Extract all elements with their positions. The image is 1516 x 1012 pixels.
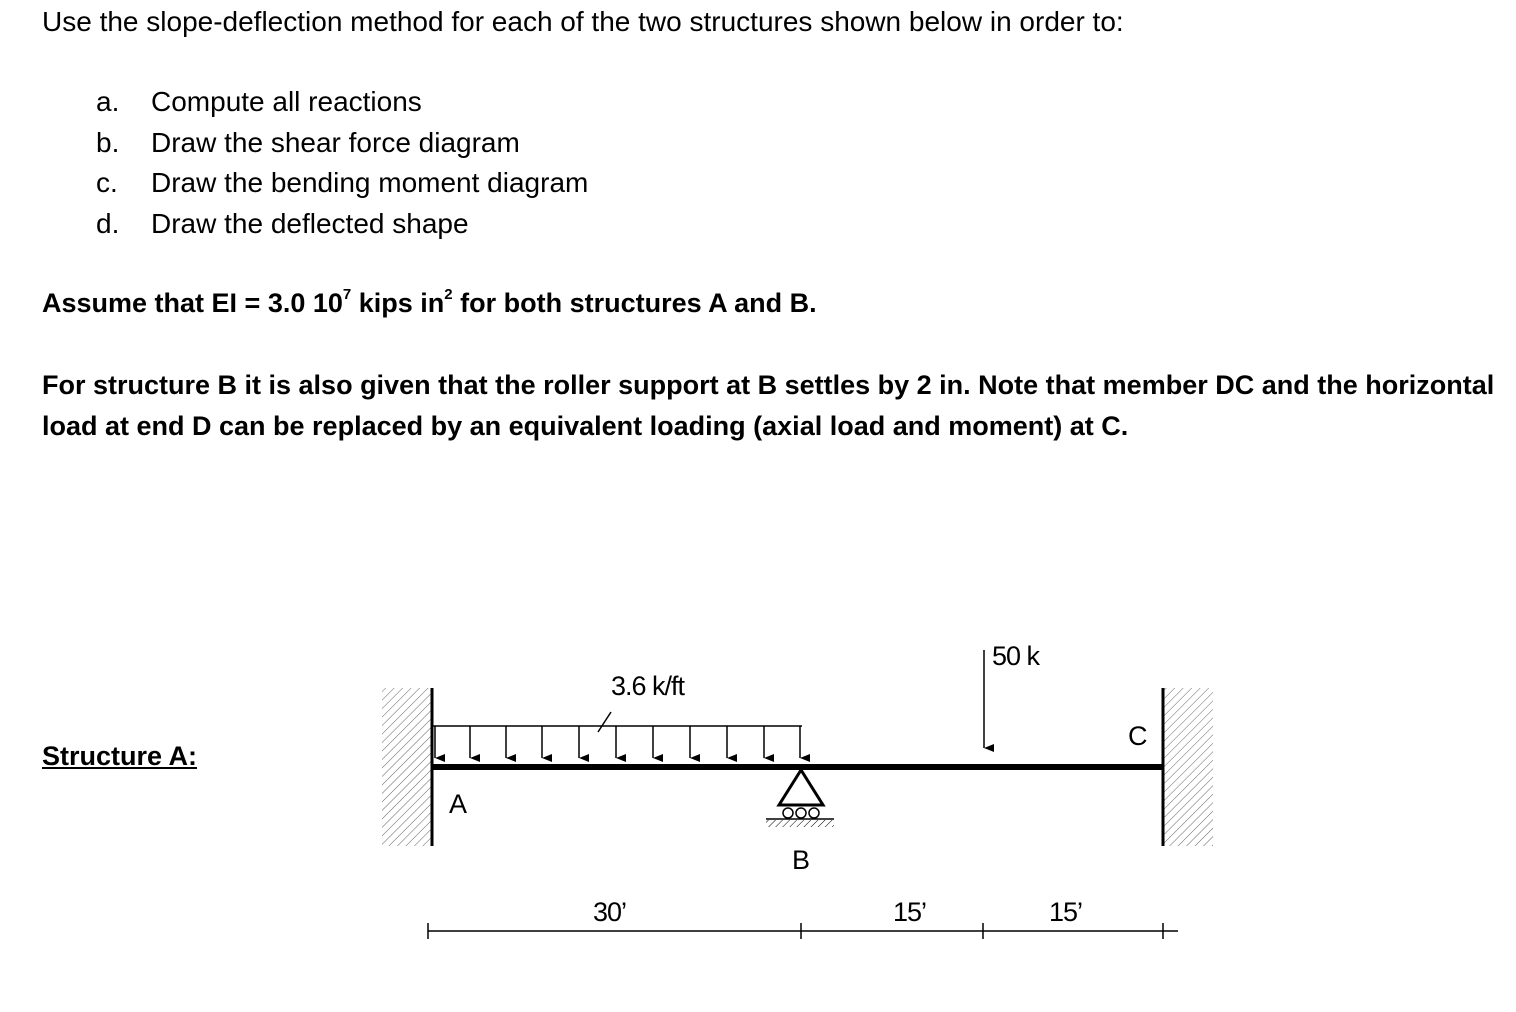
assumption-suffix: for both structures A and B.	[452, 288, 817, 318]
fixed-support-a	[382, 688, 432, 846]
assumption-text	[42, 285, 817, 321]
dimension-load-c: 15’	[1049, 897, 1083, 927]
distributed-load	[433, 712, 802, 758]
node-label-c: C	[1128, 721, 1147, 751]
roller-support-b	[766, 770, 834, 827]
task-text: Draw the shear force diagram	[151, 126, 520, 158]
intro-text: Use the slope-deflection method for each of the two structures shown below in order to:	[42, 6, 1124, 37]
task-text: Compute all reactions	[151, 86, 422, 117]
assumption-prefix: Assume that EI = 3.0 10	[42, 288, 343, 318]
task-letter: d.	[96, 207, 120, 239]
assumption-middle: kips in	[351, 288, 445, 318]
structure-a-diagram	[360, 620, 1260, 960]
structure-a-label: Structure A:	[42, 741, 198, 771]
task-letter: b.	[96, 126, 120, 158]
task-letter: c.	[96, 167, 118, 198]
distributed-load-label: 3.6 k/ft	[611, 671, 685, 701]
node-label-b: B	[792, 845, 810, 875]
task-text: Draw the bending moment diagram	[151, 167, 589, 198]
node-label-a: A	[449, 789, 467, 819]
dimension-b-load: 15’	[893, 897, 927, 927]
fixed-support-c	[1163, 688, 1213, 846]
assumption-exponent-2: 2	[444, 286, 453, 303]
task-letter: a.	[96, 86, 120, 117]
point-load-label: 50 k	[992, 641, 1040, 671]
task-text: Draw the deflected shape	[151, 207, 469, 239]
dimension-ab: 30’	[593, 897, 627, 927]
assumption-exponent-1: 7	[342, 286, 352, 303]
structure-b-note: For structure B it is also given that the roller support at B settles by 2 in. Note that member DC and the horizontal load at end D can be replaced by an equivalent loading (axial load and moment) at C.	[42, 370, 1495, 441]
